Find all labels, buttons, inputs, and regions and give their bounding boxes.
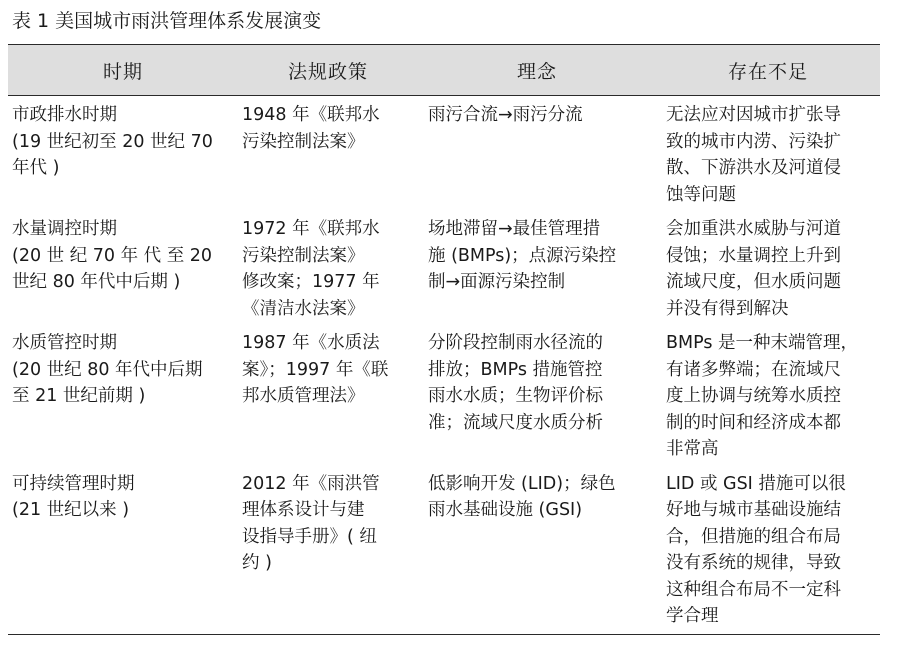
cell-concept: 分阶段控制雨水径流的 排放；BMPs 措施管控 雨水水质；生物评价标 准；流域尺度水质分析	[428, 333, 603, 433]
table-row	[8, 471, 880, 630]
cell-shortcoming: BMPs 是一种末端管理， 有诸多弊端；在流域尺 度上协调与统筹水质控 制的时间和经济成本都 非常高	[666, 333, 859, 459]
cell-concept: 低影响开发 (LID)；绿色 雨水基础设施 (GSI)	[428, 473, 616, 520]
cell-period: 市政排水时期 (19 世纪初至 20 世纪 70 年代 )	[12, 105, 213, 178]
policy-table	[8, 44, 880, 635]
header-period: 时期	[102, 60, 143, 83]
cell-policy: 2012 年《雨洪管 理体系设计与建 设指导手册》( 纽 约 )	[242, 473, 380, 573]
cell-period: 水质管控时期 (20 世纪 80 年代中后期 至 21 世纪前期 )	[12, 333, 203, 406]
cell-concept: 雨污合流→雨污分流	[428, 105, 583, 125]
cell-shortcoming: 会加重洪水威胁与河道 侵蚀；水量调控上升到 流域尺度，但水质问题 并没有得到解决	[666, 219, 841, 319]
cell-policy: 1987 年《水质法 案》；1997 年《联 邦水质管理法》	[242, 333, 389, 406]
header-concept: 理念	[516, 60, 557, 83]
table-row	[8, 216, 880, 322]
table-header	[8, 45, 880, 96]
table-body	[8, 96, 880, 634]
header-policy: 法规政策	[287, 60, 368, 83]
cell-period: 水量调控时期 (20 世 纪 70 年 代 至 20 世纪 80 年代中后期 )	[12, 219, 213, 292]
cell-policy: 1948 年《联邦水 污染控制法案》	[242, 105, 380, 152]
table-row	[8, 102, 880, 208]
cell-policy: 1972 年《联邦水 污染控制法案》 修改案；1977 年 《清洁水法案》	[242, 219, 380, 319]
header-shortcoming: 存在不足	[727, 60, 808, 83]
table-row	[8, 330, 880, 463]
cell-period: 可持续管理时期 (21 世纪以来 )	[12, 473, 135, 520]
cell-shortcoming: 无法应对因城市扩张导 致的城市内涝、污染扩 散、下游洪水及河道侵 蚀等问题	[666, 105, 841, 205]
table-caption: 表 1 美国城市雨洪管理体系发展演变	[12, 10, 322, 32]
cell-concept: 场地滞留→最佳管理措 施 (BMPs)；点源污染控 制→面源污染控制	[428, 219, 617, 292]
cell-shortcoming: LID 或 GSI 措施可以很 好地与城市基础设施结 合，但措施的组合布局 没有系统的规律，导致 这种组合布局不一定科 学合理	[666, 473, 846, 626]
